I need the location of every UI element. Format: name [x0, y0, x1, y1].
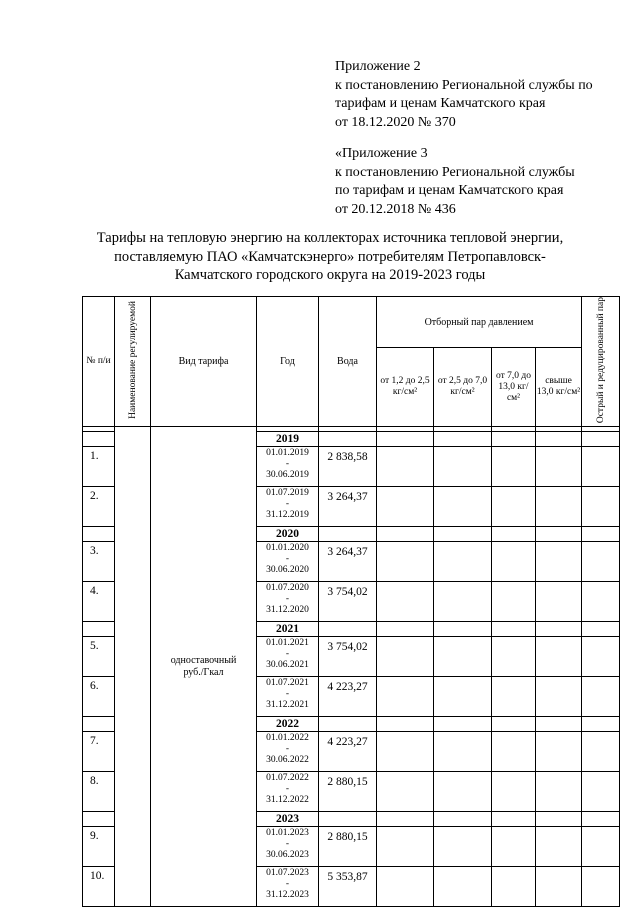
- period-to: 31.12.2021: [266, 700, 309, 711]
- empty-cell: [377, 447, 434, 487]
- header-water: Вода: [319, 297, 377, 427]
- row-number: 3.: [83, 542, 115, 582]
- period-cell: [257, 867, 319, 907]
- period-cell: [257, 732, 319, 772]
- empty-cell: [319, 717, 377, 732]
- row-number: 5.: [83, 637, 115, 677]
- document-title: [60, 229, 600, 285]
- water-tariff-value: 3 264,37: [319, 542, 377, 582]
- empty-cell: [377, 812, 434, 827]
- empty-cell: [377, 582, 434, 622]
- period-separator: -: [285, 839, 290, 850]
- water-tariff-value: 2 880,15: [319, 827, 377, 867]
- period-from: 01.07.2023: [266, 868, 309, 879]
- empty-cell: [492, 527, 536, 542]
- empty-cell: [536, 827, 582, 867]
- period-from: 01.07.2021: [266, 678, 309, 689]
- empty-cell: [536, 637, 582, 677]
- title-line: поставляемую ПАО «Камчатскэнерго» потребителям Петропавловск-: [114, 248, 546, 265]
- empty-cell: [377, 772, 434, 812]
- empty-cell: [434, 447, 492, 487]
- appendix-line: от 20.12.2018 № 436: [335, 201, 456, 217]
- empty-cell: [434, 717, 492, 732]
- tariff-kind-line: руб./Гкал: [183, 666, 224, 678]
- empty-cell: [377, 487, 434, 527]
- empty-cell: [582, 732, 620, 772]
- water-tariff-value: 2 880,15: [319, 772, 377, 812]
- row-number: 10.: [83, 867, 115, 907]
- period-separator: -: [285, 554, 290, 565]
- water-tariff-value: 2 838,58: [319, 447, 377, 487]
- row-number: 6.: [83, 677, 115, 717]
- empty-cell: [492, 622, 536, 637]
- period-cell: [257, 772, 319, 812]
- year-label: 2021: [257, 622, 319, 637]
- empty-cell: [582, 432, 620, 447]
- period-cell: [257, 542, 319, 582]
- period-from: 01.07.2022: [266, 773, 309, 784]
- empty-cell: [492, 582, 536, 622]
- period-separator: -: [285, 744, 290, 755]
- appendix-line: от 18.12.2020 № 370: [335, 114, 456, 130]
- num-cell: [83, 812, 115, 827]
- empty-cell: [536, 527, 582, 542]
- empty-cell: [492, 487, 536, 527]
- period-separator: -: [285, 499, 290, 510]
- empty-cell: [536, 542, 582, 582]
- empty-cell: [492, 717, 536, 732]
- empty-cell: [377, 432, 434, 447]
- empty-cell: [536, 582, 582, 622]
- period-from: 01.01.2019: [266, 448, 309, 459]
- header-sharp-steam-text: Острый и редуцированный пар: [595, 297, 606, 424]
- header-tariff-kind: Вид тарифа: [151, 297, 257, 427]
- water-tariff-value: 3 754,02: [319, 637, 377, 677]
- empty-cell: [377, 717, 434, 732]
- period-separator: -: [285, 784, 290, 795]
- empty-cell: [536, 772, 582, 812]
- period-from: 01.01.2023: [266, 828, 309, 839]
- empty-cell: [319, 432, 377, 447]
- empty-cell: [492, 637, 536, 677]
- empty-cell: [434, 527, 492, 542]
- empty-cell: [536, 432, 582, 447]
- empty-cell: [492, 677, 536, 717]
- tariff-table: [82, 296, 620, 907]
- empty-cell: [377, 732, 434, 772]
- period-separator: -: [285, 459, 290, 470]
- appendix-line: по тарифам и ценам Камчатского края: [335, 183, 564, 198]
- empty-cell: [536, 732, 582, 772]
- period-separator: -: [285, 689, 290, 700]
- empty-cell: [582, 677, 620, 717]
- empty-cell: [319, 622, 377, 637]
- appendix-line: «Приложение 3: [335, 146, 428, 161]
- appendix-line: к постановлению Региональной службы по: [335, 77, 593, 93]
- period-to: 31.12.2022: [266, 795, 309, 806]
- water-tariff-value: 3 754,02: [319, 582, 377, 622]
- tariff-kind-line: одноставочный: [170, 654, 237, 666]
- period-from: 01.01.2020: [266, 543, 309, 554]
- empty-cell: [492, 432, 536, 447]
- period-cell: [257, 447, 319, 487]
- period-to: 30.06.2022: [266, 755, 309, 766]
- period-to: 30.06.2021: [266, 660, 309, 671]
- empty-cell: [536, 622, 582, 637]
- empty-cell: [492, 542, 536, 582]
- empty-cell: [582, 637, 620, 677]
- header-steam-2: от 2,5 до 7,0 кг/см²: [434, 348, 492, 427]
- appendix-line: тарифам и ценам Камчатского края: [335, 96, 546, 111]
- tariff-kind-cell: [151, 427, 257, 907]
- empty-cell: [434, 772, 492, 812]
- period-to: 30.06.2019: [266, 470, 309, 481]
- header-num: № п/и: [83, 297, 115, 427]
- year-label: 2019: [257, 432, 319, 447]
- empty-cell: [434, 432, 492, 447]
- empty-cell: [434, 582, 492, 622]
- appendix-line: Приложение 2: [335, 59, 421, 74]
- empty-cell: [536, 717, 582, 732]
- empty-cell: [377, 677, 434, 717]
- appendix-current-reference: [335, 58, 593, 132]
- row-number: 1.: [83, 447, 115, 487]
- empty-cell: [434, 677, 492, 717]
- period-cell: [257, 582, 319, 622]
- period-cell: [257, 637, 319, 677]
- empty-cell: [434, 637, 492, 677]
- num-cell: [83, 432, 115, 447]
- empty-cell: [434, 487, 492, 527]
- empty-cell: [492, 827, 536, 867]
- row-number: 2.: [83, 487, 115, 527]
- empty-cell: [582, 867, 620, 907]
- empty-cell: [582, 827, 620, 867]
- empty-cell: [434, 827, 492, 867]
- header-regulated-name-text: Наименование регулируемой: [127, 301, 138, 420]
- empty-cell: [377, 827, 434, 867]
- empty-cell: [582, 622, 620, 637]
- empty-cell: [582, 812, 620, 827]
- empty-cell: [434, 622, 492, 637]
- empty-cell: [377, 867, 434, 907]
- period-to: 30.06.2020: [266, 565, 309, 576]
- water-tariff-value: 3 264,37: [319, 487, 377, 527]
- empty-cell: [536, 677, 582, 717]
- period-separator: -: [285, 649, 290, 660]
- row-number: 7.: [83, 732, 115, 772]
- period-from: 01.07.2020: [266, 583, 309, 594]
- empty-cell: [434, 867, 492, 907]
- empty-cell: [492, 772, 536, 812]
- appendix-previous-reference: [335, 145, 575, 219]
- row-number: 8.: [83, 772, 115, 812]
- empty-cell: [319, 527, 377, 542]
- empty-cell: [434, 542, 492, 582]
- header-sharp-steam: [582, 297, 620, 427]
- num-cell: [83, 717, 115, 732]
- empty-cell: [377, 637, 434, 677]
- empty-cell: [536, 812, 582, 827]
- empty-cell: [434, 812, 492, 827]
- empty-cell: [492, 867, 536, 907]
- water-tariff-value: 5 353,87: [319, 867, 377, 907]
- year-label: 2022: [257, 717, 319, 732]
- water-tariff-value: 4 223,27: [319, 677, 377, 717]
- empty-cell: [492, 447, 536, 487]
- empty-cell: [492, 732, 536, 772]
- empty-cell: [582, 582, 620, 622]
- header-steam-3: от 7,0 до 13,0 кг/см²: [492, 348, 536, 427]
- period-separator: -: [285, 879, 290, 890]
- period-to: 30.06.2023: [266, 850, 309, 861]
- empty-cell: [377, 542, 434, 582]
- period-cell: [257, 677, 319, 717]
- empty-cell: [582, 527, 620, 542]
- empty-cell: [582, 542, 620, 582]
- num-cell: [83, 622, 115, 637]
- appendix-line: к постановлению Региональной службы: [335, 164, 575, 180]
- empty-cell: [582, 447, 620, 487]
- year-label: 2020: [257, 527, 319, 542]
- period-from: 01.01.2021: [266, 638, 309, 649]
- title-line: Тарифы на тепловую энергию на коллекторах источника тепловой энергии,: [96, 230, 564, 246]
- empty-cell: [582, 717, 620, 732]
- row-number: 9.: [83, 827, 115, 867]
- num-cell: [83, 527, 115, 542]
- year-label: 2023: [257, 812, 319, 827]
- empty-cell: [536, 487, 582, 527]
- period-from: 01.01.2022: [266, 733, 309, 744]
- period-from: 01.07.2019: [266, 488, 309, 499]
- empty-cell: [377, 622, 434, 637]
- period-to: 31.12.2019: [266, 510, 309, 521]
- header-steam-4: свыше 13,0 кг/см²: [536, 348, 582, 427]
- empty-cell: [582, 772, 620, 812]
- header-regulated-name: [115, 297, 151, 427]
- period-to: 31.12.2020: [266, 605, 309, 616]
- header-steam-1: от 1,2 до 2,5 кг/см²: [377, 348, 434, 427]
- period-cell: [257, 487, 319, 527]
- empty-cell: [434, 732, 492, 772]
- empty-cell: [582, 487, 620, 527]
- title-line: Камчатского городского округа на 2019-2023 годы: [174, 267, 486, 283]
- empty-cell: [319, 812, 377, 827]
- empty-cell: [536, 447, 582, 487]
- header-steam-group: Отборный пар давлением: [377, 297, 582, 348]
- empty-cell: [377, 527, 434, 542]
- period-cell: [257, 827, 319, 867]
- empty-cell: [492, 812, 536, 827]
- period-to: 31.12.2023: [266, 890, 309, 901]
- empty-cell: [536, 867, 582, 907]
- row-number: 4.: [83, 582, 115, 622]
- header-year: Год: [257, 297, 319, 427]
- period-separator: -: [285, 594, 290, 605]
- water-tariff-value: 4 223,27: [319, 732, 377, 772]
- regulated-name-cell: [115, 427, 151, 907]
